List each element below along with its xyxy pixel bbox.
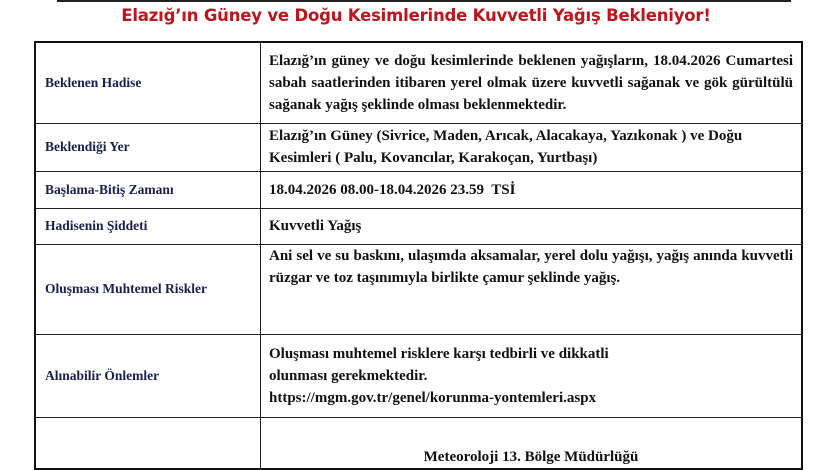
- row-value: Elazığ’ın güney ve doğu kesimlerinde beklenen yağışların, 18.04.2026 Cumartesi sabah saatlerinden itibaren yerel olmak üzere kuvvetli sağanak ve gök gürültülü sağanak yağış şeklinde olması beklenmektedir.: [261, 42, 803, 123]
- table-row-precautions: [35, 334, 802, 417]
- top-divider: [57, 0, 791, 2]
- row-value: [261, 334, 803, 417]
- row-value: Ani sel ve su baskını, ulaşımda aksamalar, yerel dolu yağışı, yağış anında kuvvetli rüzgar ve toz taşınımıyla birlikte çamur şeklinde yağış.: [261, 244, 803, 334]
- row-label: Başlama-Bitiş Zamanı: [35, 171, 261, 208]
- table-row-start-end-time: [35, 171, 802, 208]
- precautions-link[interactable]: https://mgm.gov.tr/genel/korunma-yontemleri.aspx: [269, 389, 597, 406]
- precautions-text: Oluşması muhtemel risklere karşı tedbirli ve dikkatli olunması gerekmektedir.: [269, 345, 609, 384]
- weather-warning-table: [34, 41, 803, 470]
- row-value: Kuvvetli Yağış: [261, 208, 803, 244]
- row-label: Beklendiği Yer: [35, 123, 261, 171]
- row-label: Beklenen Hadise: [35, 42, 261, 123]
- table-row-expected-event: [35, 42, 802, 123]
- row-label: Alınabilir Önlemler: [35, 334, 261, 417]
- issuer-name: Meteoroloji 13. Bölge Müdürlüğü: [261, 417, 803, 469]
- row-label: Hadisenin Şiddeti: [35, 208, 261, 244]
- row-value: 18.04.2026 08.00-18.04.2026 23.59 TSİ: [261, 171, 803, 208]
- row-value: Elazığ’ın Güney (Sivrice, Maden, Arıcak, Alacakaya, Yazıkonak ) ve Doğu Kesimleri ( Palu, Kovancılar, Karakoçan, Yurtbaşı): [261, 123, 803, 171]
- table-row-issuer: [35, 417, 802, 469]
- table-row-expected-location: [35, 123, 802, 171]
- page-title: Elazığ’ın Güney ve Doğu Kesimlerinde Kuvvetli Yağış Bekleniyor!: [121, 6, 711, 25]
- table-row-severity: [35, 208, 802, 244]
- table-row-possible-risks: [35, 244, 802, 334]
- row-label: [35, 417, 261, 469]
- row-label: Oluşması Muhtemel Riskler: [35, 244, 261, 334]
